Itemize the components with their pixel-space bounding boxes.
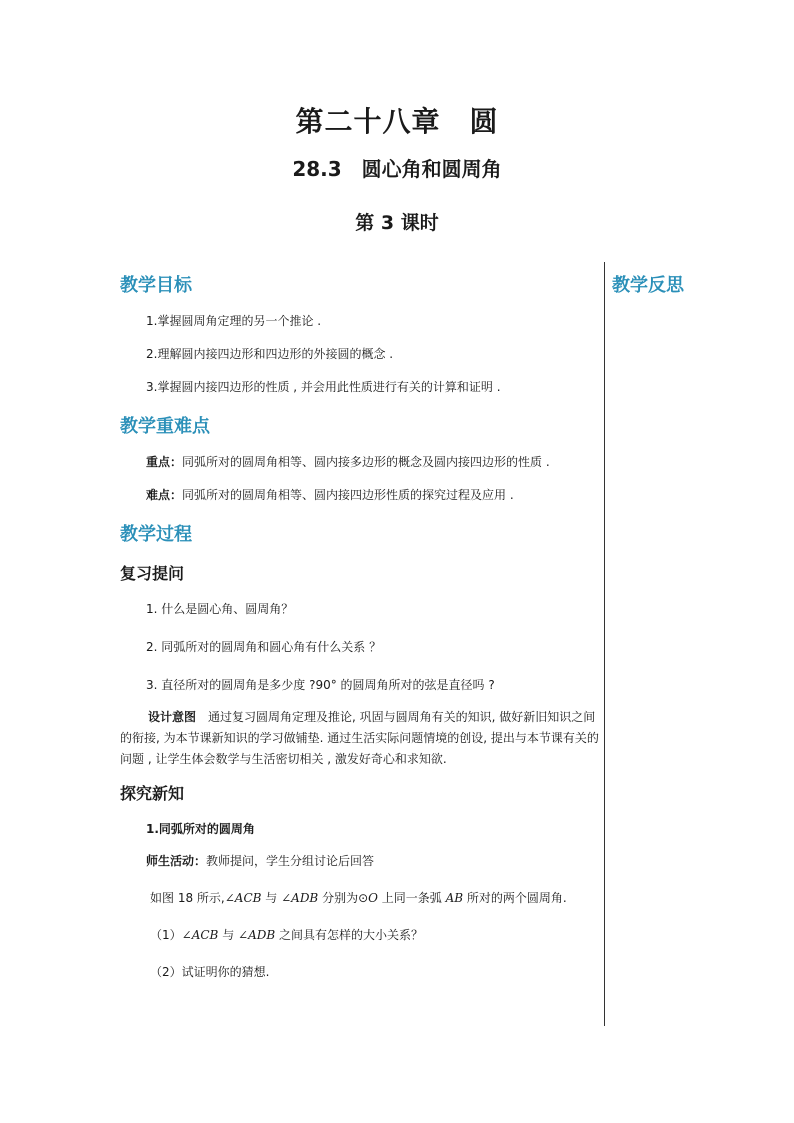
angle-adb: ∠ADB [281,891,319,905]
angle-acb: ∠ACB [224,891,262,905]
intro-text: 分别为⊙ [318,891,369,905]
focus-line [146,453,550,470]
design-intent-paragraph [120,707,600,770]
arc-ab: AB [445,891,464,905]
circle-o: O [368,891,378,905]
activity-label: 师生活动： [146,854,207,868]
objective-item: 1.掌握圆周角定理的另一个推论 . [146,314,322,328]
difficulty-line [146,486,514,503]
q1-prefix: （1） [150,928,182,942]
figure-intro-line [150,889,567,906]
difficulty-label: 难点： [146,488,183,502]
explore-heading: 探究新知 [120,784,185,803]
design-text: 通过复习圆周角定理及推论, 巩固与圆周角有关的知识, 做好新旧知识之间的衔接, 为本节课新知识的学习做铺垫. 通过生活实际问题情境的创设, 提出与本节课有关的问题 , 让学生体会数学与生活密切相关 , 激发好奇心和求知欲. [120,710,599,766]
objectives-heading: 教学目标 [120,275,192,296]
activity-line [146,852,374,869]
intro-text: 上同一条弧 [377,891,446,905]
question-2: （2）试证明你的猜想. [150,965,270,979]
process-heading: 教学过程 [120,524,192,545]
objective-item: 2.理解圆内接四边形和四边形的外接圆的概念 . [146,347,394,361]
review-question: 3. 直径所对的圆周角是多少度 ?90° 的圆周角所对的弦是直径吗 ? [146,678,495,692]
objective-item: 3.掌握圆内接四边形的性质 , 并会用此性质进行有关的计算和证明 . [146,380,501,394]
angle-adb: ∠ADB [238,928,276,942]
focus-text: 同弧所对的圆周角相等、圆内接多边形的概念及圆内接四边形的性质 . [182,455,550,469]
column-divider [604,262,605,1026]
q1-suffix: 之间具有怎样的大小关系？ [275,928,424,942]
question-1 [150,926,423,943]
and-text: 与 [261,891,282,905]
design-label: 设计意图 [148,710,197,724]
focus-label: 重点： [146,455,183,469]
section-title: 28.3 圆心角和圆周角 [292,157,502,181]
lesson-title: 第 3 课时 [355,212,439,234]
intro-text: 如图 18 所示, [150,891,225,905]
review-question: 1. 什么是圆心角、圆周角？ [146,602,294,616]
reflection-heading: 教学反思 [612,275,684,296]
difficulty-text: 同弧所对的圆周角相等、圆内接四边形性质的探究过程及应用 . [182,488,514,502]
review-heading: 复习提问 [120,564,185,583]
angle-acb: ∠ACB [181,928,219,942]
subsection-heading: 1.同弧所对的圆周角 [146,822,255,836]
activity-text: 教师提问，学生分组讨论后回答 [206,854,375,868]
and-text: 与 [218,928,239,942]
chapter-title: 第二十八章 圆 [295,105,499,138]
keypoints-heading: 教学重难点 [120,416,210,437]
intro-text: 所对的两个圆周角. [463,891,567,905]
review-question: 2. 同弧所对的圆周角和圆心角有什么关系 ？ [146,640,382,654]
